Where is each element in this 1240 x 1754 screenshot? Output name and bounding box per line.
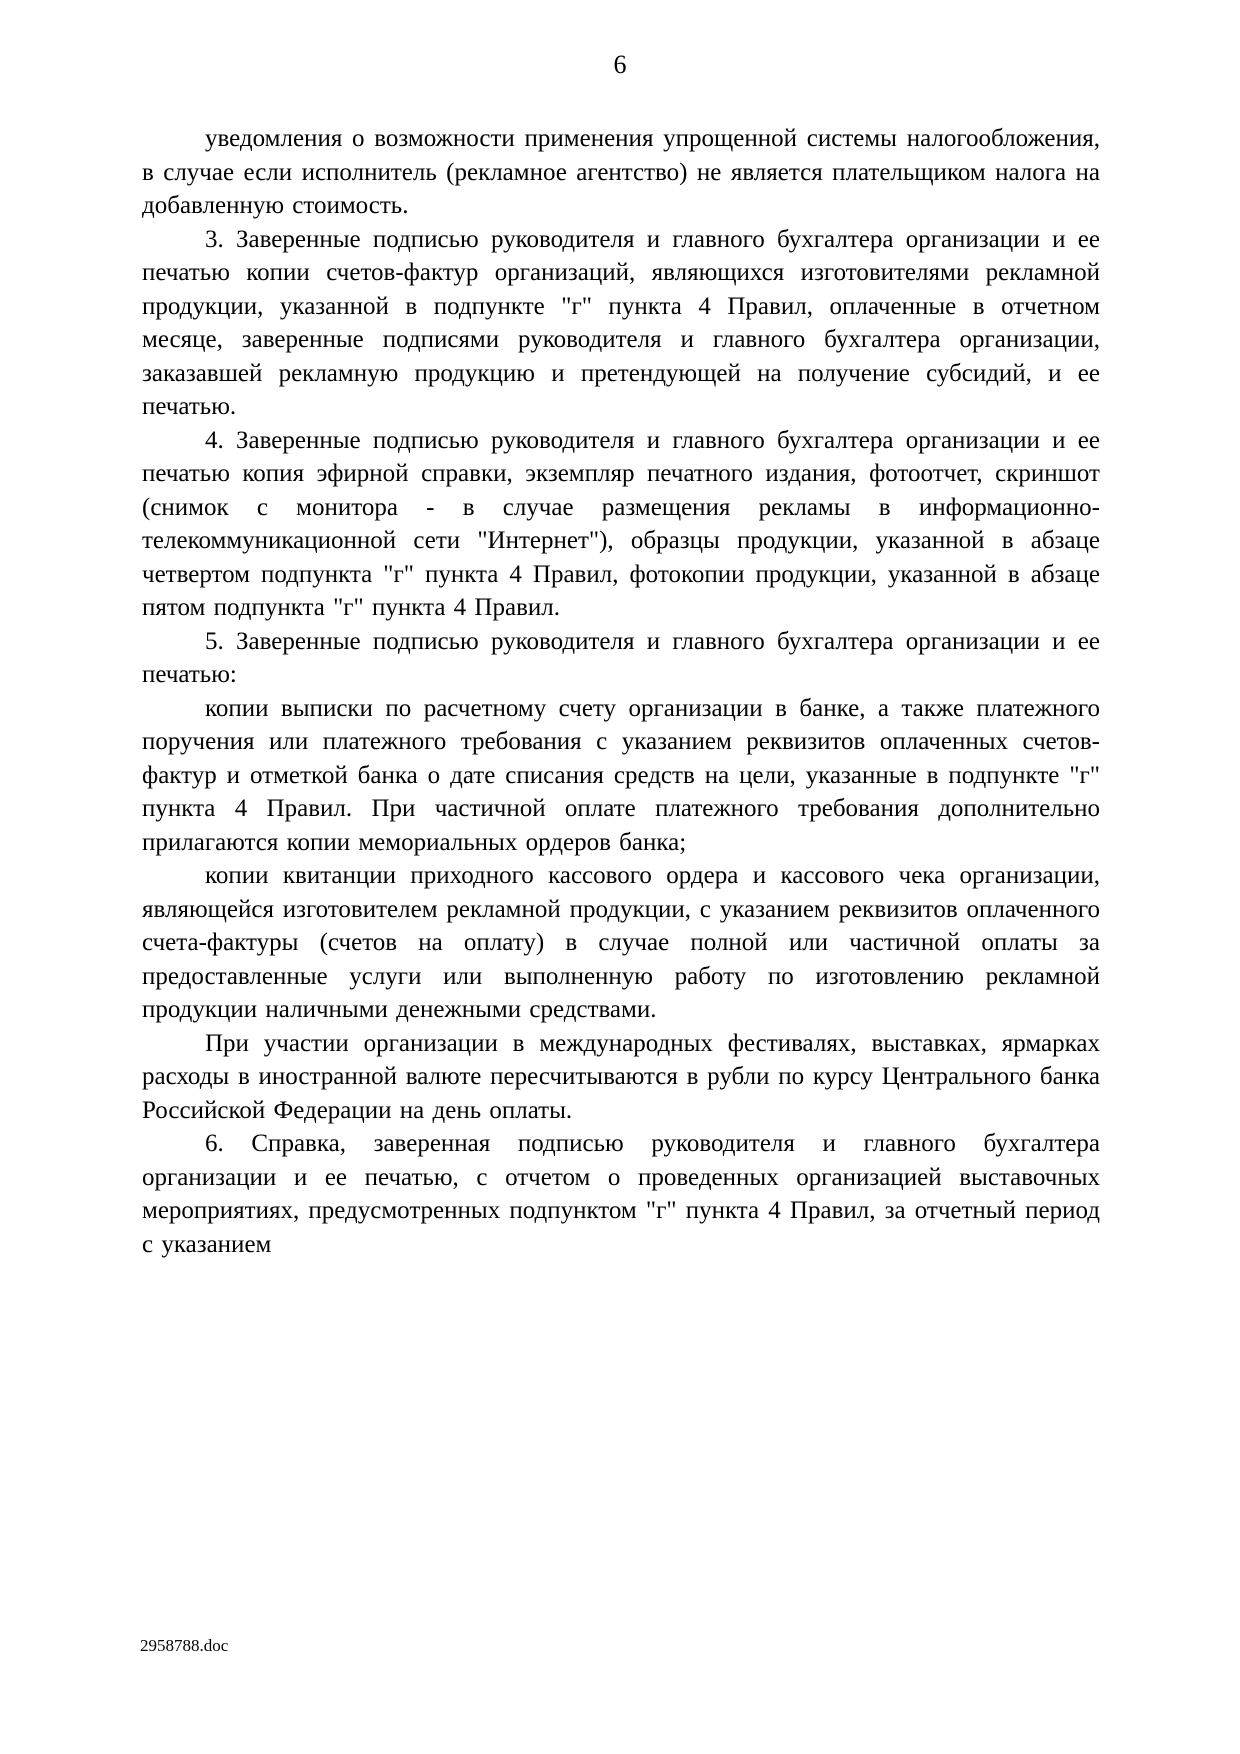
paragraph-currency-note: При участии организации в международных фестивалях, выставках, ярмарках расходы в иностранной валюте пересчитываются в рубли по курсу Центрального банка Российской Федерации на день оплаты.	[142, 1029, 1100, 1124]
paragraph-item-5-sub-1: копии выписки по расчетному счету организации в банке, а также платежного поручения или платежного требования с указанием реквизитов оплаченных счетов-фактур и отметкой банка о дате списания средств на цели, указанные в подпункте "г" пункта 4 Правил. При частичной оплате платежного требования дополнительно прилагаются копии мемориальных ордеров банка;	[142, 694, 1100, 856]
footer-filename: 2958788.doc	[140, 1636, 229, 1655]
paragraph-item-4: 4. Заверенные подписью руководителя и главного бухгалтера организации и ее печатью копия эфирной справки, экземпляр печатного издания, фотоотчет, скриншот (снимок с монитора - в случае размещения рекламы в информационно-телекоммуникационной сети "Интернет"), образцы продукции, указанной в абзаце четвертом подпункта "г" пункта 4 Правил, фотокопии продукции, указанной в абзаце пятом подпункта "г" пункта 4 Правил.	[142, 426, 1100, 621]
paragraph-item-6: 6. Справка, заверенная подписью руководителя и главного бухгалтера организации и ее печатью, с отчетом о проведенных организацией выставочных мероприятиях, предусмотренных подпунктом "г" пункта 4 Правил, за отчетный период с указанием	[142, 1130, 1100, 1258]
paragraph-item-5: 5. Заверенные подписью руководителя и главного бухгалтера организации и ее печатью:	[142, 627, 1100, 688]
page-number: 6	[613, 50, 627, 79]
paragraph-item-5-sub-2: копии квитанции приходного кассового ордера и кассового чека организации, являющейся изготовителем рекламной продукции, с указанием реквизитов оплаченного счета-фактуры (счетов на оплату) в случае полной или частичной оплаты за предоставленные услуги или выполненную работу по изготовлению рекламной продукции наличными денежными средствами.	[142, 862, 1100, 1023]
paragraph-intro-continuation: уведомления о возможности применения упрощенной системы налогообложения, в случае если исполнитель (рекламное агентство) не является плательщиком налога на добавленную стоимость.	[142, 125, 1100, 219]
paragraph-item-3: 3. Заверенные подписью руководителя и главного бухгалтера организации и ее печатью копии счетов-фактур организаций, являющихся изготовителями рекламной продукции, указанной в подпункте "г" пункта 4 Правил, оплаченные в отчетном месяце, заверенные подписями руководителя и главного бухгалтера организации, заказавшей рекламную продукцию и претендующей на получение субсидий, и ее печатью.	[142, 225, 1100, 420]
document-body	[142, 122, 1100, 1261]
